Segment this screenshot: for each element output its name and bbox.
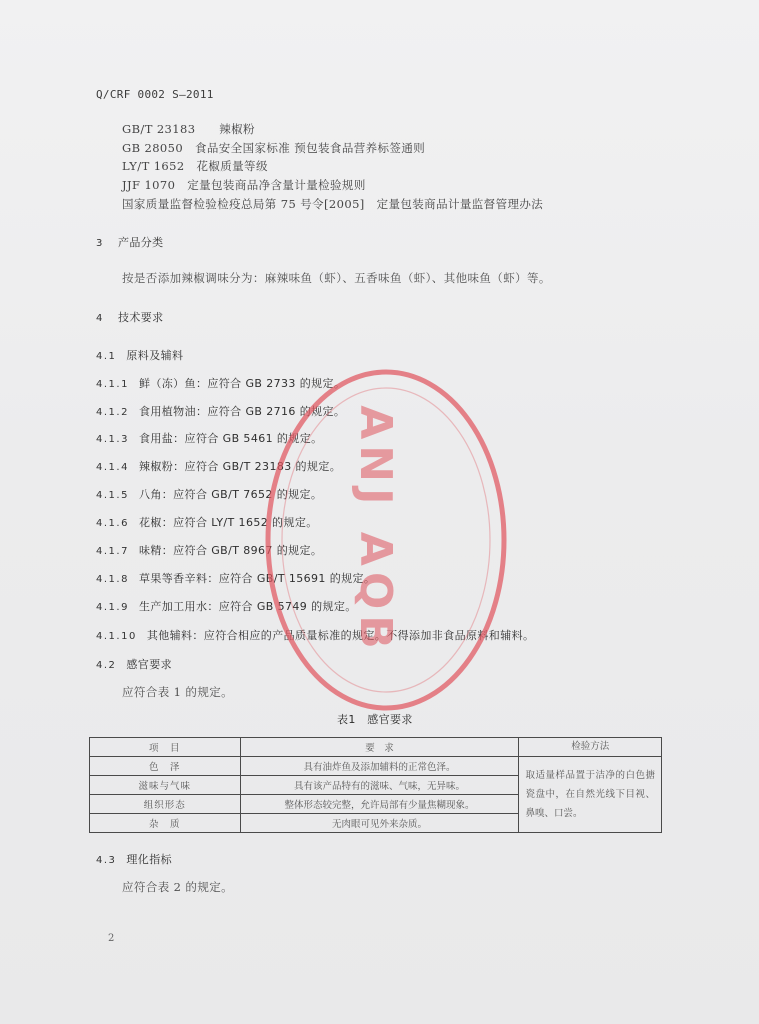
clause-4-1-7 xyxy=(96,542,322,558)
table-cell-item: 滋味与气味 xyxy=(90,776,241,795)
page-number: 2 xyxy=(108,933,115,944)
table-cell-requirement: 无肉眼可见外来杂质。 xyxy=(240,814,519,833)
section-4-2-heading xyxy=(96,656,172,672)
clause-text: 生产加工用水：应符合 GB 5749 的规定。 xyxy=(138,600,357,613)
clause-text: 食用植物油：应符合 GB 2716 的规定。 xyxy=(138,405,346,418)
clause-4-1-9 xyxy=(96,598,357,614)
table-cell-item: 色 泽 xyxy=(90,757,241,776)
clause-text: 八角：应符合 GB/T 7652 的规定。 xyxy=(138,488,323,501)
table-header-cell: 检验方法 xyxy=(519,738,662,757)
table-1-caption: 表1 感官要求 xyxy=(337,713,413,726)
section-title: 感官要求 xyxy=(126,658,173,671)
reference-item: GB/T 23183 辣椒粉 xyxy=(122,122,255,136)
table-cell-requirement: 具有该产品特有的滋味、气味，无异味。 xyxy=(240,776,519,795)
section-number: 4.1 xyxy=(96,351,117,362)
table-header-row xyxy=(90,738,662,757)
table-row xyxy=(90,757,662,776)
clause-number: 4.1.3 xyxy=(96,434,129,445)
clause-number: 4.1.1 xyxy=(96,379,129,390)
clause-text: 草果等香辛料：应符合 GB/T 15691 的规定。 xyxy=(138,572,376,585)
table-header-cell: 要 求 xyxy=(240,738,519,757)
table-cell-item: 杂 质 xyxy=(90,814,241,833)
section-number: 4 xyxy=(96,313,104,324)
section-3-heading xyxy=(96,234,164,250)
section-4-2-text: 应符合表 1 的规定。 xyxy=(122,685,234,699)
reference-item: GB 28050 食品安全国家标准 预包装食品营养标签通则 xyxy=(122,141,426,155)
reference-item: 国家质量监督检验检疫总局第 75 号令[2005] 定量包装商品计量监督管理办法 xyxy=(122,197,544,211)
clause-4-1-8 xyxy=(96,570,375,586)
clause-4-1-1 xyxy=(96,375,345,391)
section-title: 原料及辅料 xyxy=(126,349,184,362)
clause-number: 4.1.10 xyxy=(96,631,137,642)
section-number: 4.3 xyxy=(96,855,117,866)
section-4-1-heading xyxy=(96,347,183,363)
section-number: 4.2 xyxy=(96,660,117,671)
clause-4-1-10 xyxy=(96,627,534,643)
clause-4-1-5 xyxy=(96,486,322,502)
section-4-3-text: 应符合表 2 的规定。 xyxy=(122,880,234,894)
reference-item: JJF 1070 定量包装商品净含量计量检验规则 xyxy=(122,178,366,192)
table-cell-requirement: 整体形态较完整，允许局部有少量焦糊现象。 xyxy=(240,795,519,814)
clause-text: 味精：应符合 GB/T 8967 的规定。 xyxy=(138,544,323,557)
section-title: 理化指标 xyxy=(126,853,173,866)
clause-number: 4.1.2 xyxy=(96,407,129,418)
clause-text: 辣椒粉：应符合 GB/T 23183 的规定。 xyxy=(138,460,342,473)
standard-code-header: Q/CRF 0002 S—2011 xyxy=(96,88,214,101)
clause-text: 花椒：应符合 LY/T 1652 的规定。 xyxy=(138,516,318,529)
clause-4-1-2 xyxy=(96,403,345,419)
clause-text: 食用盐：应符合 GB 5461 的规定。 xyxy=(138,432,323,445)
section-4-heading xyxy=(96,309,164,325)
clause-number: 4.1.5 xyxy=(96,490,129,501)
seal-outer-ring xyxy=(268,372,504,708)
clause-text: 其他辅料：应符合相应的产品质量标准的规定。不得添加非食品原料和辅料。 xyxy=(146,629,535,642)
section-3-text: 按是否添加辣椒调味分为：麻辣味鱼（虾）、五香味鱼（虾）、其他味鱼（虾）等。 xyxy=(122,271,551,285)
clause-number: 4.1.4 xyxy=(96,462,129,473)
table-cell-item: 组织形态 xyxy=(90,795,241,814)
section-number: 3 xyxy=(96,238,104,249)
clause-4-1-4 xyxy=(96,458,341,474)
clause-number: 4.1.6 xyxy=(96,518,129,529)
reference-item: LY/T 1652 花椒质量等级 xyxy=(122,159,268,173)
clause-text: 鲜（冻）鱼：应符合 GB 2733 的规定。 xyxy=(138,377,346,390)
table-header-cell: 项 目 xyxy=(90,738,241,757)
section-4-3-heading xyxy=(96,851,172,867)
section-title: 技术要求 xyxy=(117,311,164,324)
clause-4-1-3 xyxy=(96,430,323,446)
clause-4-1-6 xyxy=(96,514,318,530)
sensory-requirements-table xyxy=(89,737,662,833)
clause-number: 4.1.9 xyxy=(96,602,129,613)
table-cell-requirement: 具有油炸鱼及添加辅料的正常色泽。 xyxy=(240,757,519,776)
clause-number: 4.1.8 xyxy=(96,574,129,585)
seal-text: ANJ AQB xyxy=(350,405,401,655)
table-cell-method: 取适量样品置于洁净的白色搪瓷盘中，在自然光线下目视、鼻嗅、口尝。 xyxy=(519,757,662,833)
clause-number: 4.1.7 xyxy=(96,546,129,557)
section-title: 产品分类 xyxy=(117,236,164,249)
